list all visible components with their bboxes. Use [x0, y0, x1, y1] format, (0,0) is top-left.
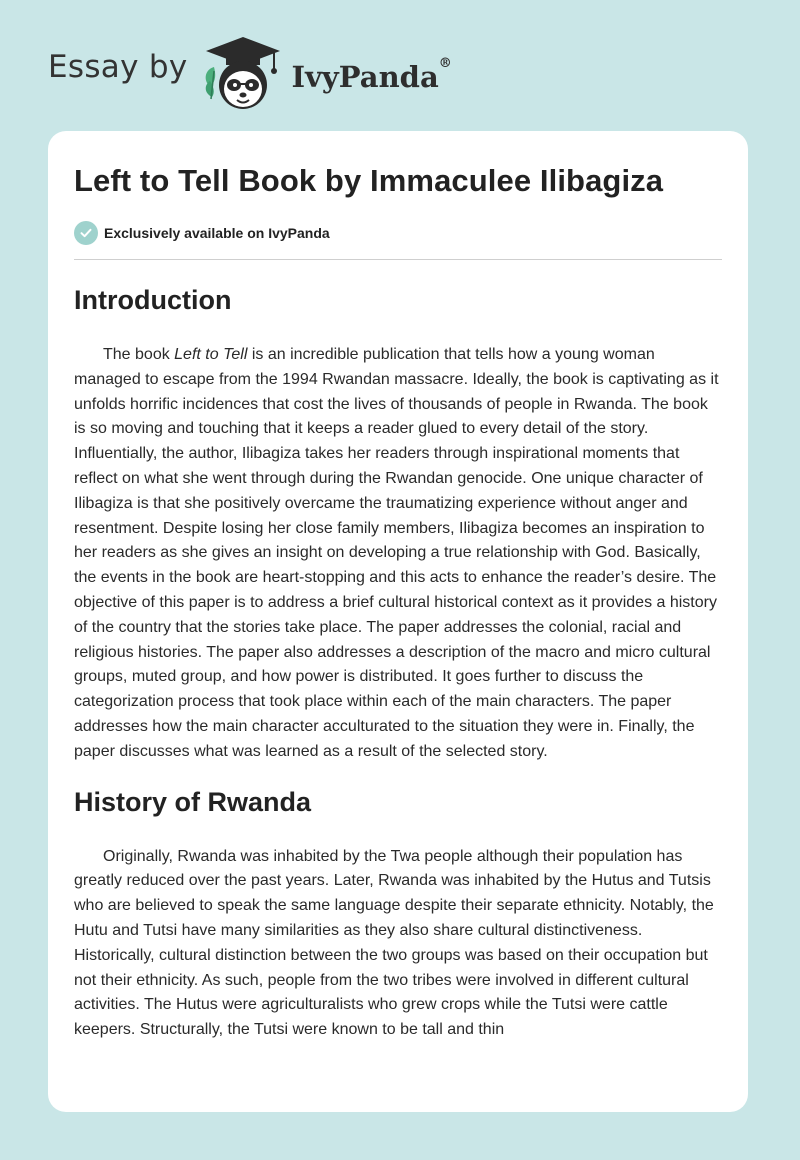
brand-name[interactable]: IvyPanda® [291, 56, 452, 94]
introduction-paragraph: The book Left to Tell is an incredible publication that tells how a young woman managed to escape from the 1994 Rwandan massacre. Ideally, the book is captivating as it unfolds horrific incidences that cost the lives of thousands of people in Rwanda. The book is so moving and touching that it keeps a reader glued to every detail of the story. Influentially, the author, Ilibagiza takes her readers through inspirational moments that reflect on what she went through during the Rwandan genocide. One unique character of Ilibagiza is that she positively overcame the traumatizing experience without anger and resentment. Despite losing her close family members, Ilibagiza becomes an inspiration to her readers as she gives an insight on developing a true relationship with God. Basically, the events in the book are heart-stopping and this acts to enhance the reader’s desire. The objective of this paper is to address a brief cultural historical context as it provides a history of the country that the stories take place. The paper addresses the colonial, racial and religious histories. The paper also addresses a description of the macro and micro cultural groups, muted group, and how power is distributed. It goes further to discuss the categorization process that took place within each of the main characters. The paper addresses how the main character acculturated to the situation they were in. Finally, the paper discusses what was learned as a result of the selected story. [74, 346, 719, 760]
essay-by-label: Essay by [48, 49, 188, 85]
check-circle-icon [74, 221, 98, 245]
exclusive-badge [74, 221, 722, 245]
ivypanda-logo[interactable] [200, 35, 286, 115]
exclusive-badge-text: Exclusively available on IvyPanda [104, 225, 330, 241]
essay-card [48, 131, 748, 1112]
book-title-italic: Left to Tell [174, 346, 248, 363]
registered-mark: ® [438, 56, 452, 71]
history-paragraph: Originally, Rwanda was inhabited by the Twa people although their population has greatly reduced over the past years. Later, Rwanda was inhabited by the Hutus and Tutsis who are believed to speak the same language despite their separate ethnicity. Notably, the Hutu and Tutsi have many similarities as they also share cultural distinctiveness. Historically, cultural distinction between the two groups was based on their occupation but not their ethnicity. As such, people from the two tribes were involved in different cultural activities. The Hutus were agriculturalists who grew crops while the Tutsi were cattle keepers. Structurally, the Tutsi were known to be tall and thin [74, 847, 714, 1039]
essay-title: Left to Tell Book by Immaculee Ilibagiza [74, 163, 664, 198]
section-heading-history: History of Rwanda [74, 786, 312, 817]
section-heading-introduction: Introduction [74, 285, 232, 315]
panda-icon [200, 35, 286, 115]
site-header [48, 30, 452, 120]
